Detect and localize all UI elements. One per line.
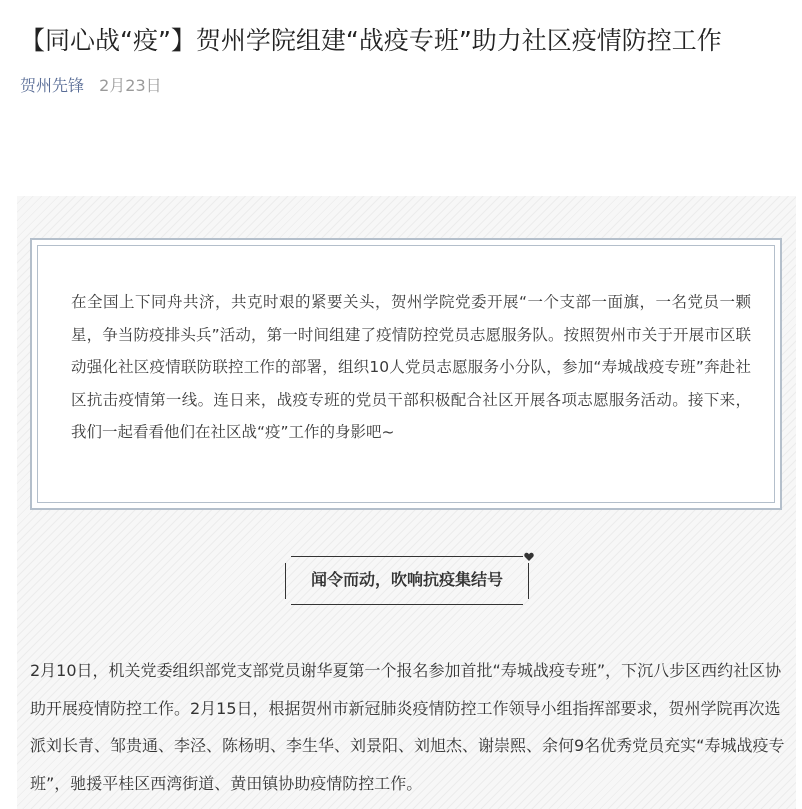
author-link[interactable]: 贺州先锋 (20, 76, 85, 95)
article-title: 【同心战“疫”】贺州学院组建“战疫专班”助力社区疫情防控工作 (20, 26, 722, 55)
intro-box-inner-border (37, 245, 775, 503)
heading-frame-top-line (291, 556, 523, 557)
body-paragraph: 2月10日，机关党委组织部党支部党员谢华夏第一个报名参加首批“寿城战疫专班”，下沉八步区西约社区协助开展疫情防控工作。2月15日，根据贺州市新冠肺炎疫情防控工作领导小组指挥部要求，贺州学院再次选派刘长青、邹贵通、李泾、陈杨明、李生华、刘景阳、刘旭杰、谢崇熙、余何9名优秀党员充实“寿城战疫专班”，驰援平桂区西湾街道、黄田镇协助疫情防控工作。 (30, 661, 785, 793)
heart-icon (524, 552, 534, 562)
heading-frame-bottom-line (291, 604, 523, 605)
section-heading: 闻令而动，吹响抗疫集结号 (310, 570, 503, 589)
article-meta (20, 74, 162, 98)
intro-text: 在全国上下同舟共济，共克时艰的紧要关头，贺州学院党委开展“一个支部一面旗，一名党员一颗星，争当防疫排头兵”活动，第一时间组建了疫情防控党员志愿服务队。按照贺州市关于开展市区联动强化社区疫情联防联控工作的部署，组织10人党员志愿服务小分队，参加“寿城战疫专班”奔赴社区抗击疫情第一线。连日来，战疫专班的党员干部积极配合社区开展各项志愿服务活动。接下来，我们一起看看他们在社区战“疫”工作的身影吧~ (71, 293, 751, 442)
intro-box (30, 238, 782, 510)
section-heading-frame (285, 555, 530, 607)
publish-date: 2月23日 (99, 76, 162, 95)
